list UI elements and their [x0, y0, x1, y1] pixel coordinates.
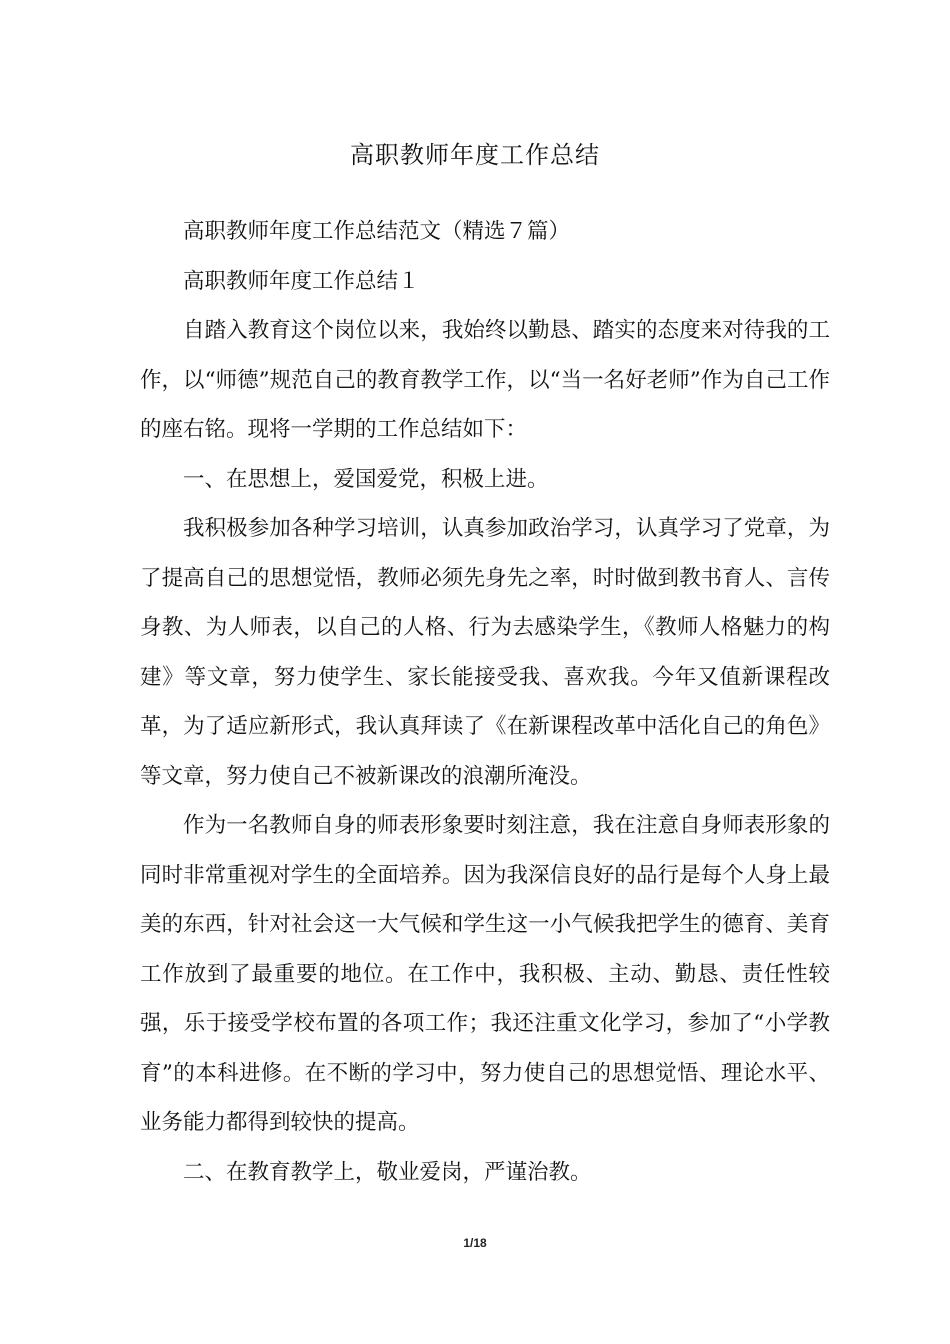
- paragraph-subtitle: 高职教师年度工作总结范文（精选７篇）: [183, 219, 571, 244]
- document-body: [140, 207, 830, 1197]
- page-number: 1/18: [463, 1236, 487, 1250]
- paragraph-body-one: 我积极参加各种学习培训，认真参加政治学习，认真学习了党章，为了提高自己的思想觉悟，教师必须先身先之率，时时做到教书育人、言传身教、为人师表，以自己的人格、行为去感染学生，《教师人格魅力的构建》等文章，努力使学生、家长能接受我、喜欢我。今年又值新课程改革，为了适应新形式，我认真拜读了《在新课程改革中活化自己的角色》等文章，努力使自己不被新课改的浪潮所淹没。: [140, 516, 830, 789]
- paragraph-heading-one: 一、在思想上，爱国爱党，积极上进。: [183, 466, 549, 492]
- paragraph-intro: 自踏入教育这个岗位以来，我始终以勤恳、踏实的态度来对待我的工作，以“师德”规范自己的教育教学工作，以“当一名好老师”作为自己工作的座右铭。现将一学期的工作总结如下：: [140, 318, 830, 442]
- paragraph-body-two: 作为一名教师自身的师表形象要时刻注意，我在注意自身师表形象的同时非常重视对学生的全面培养。因为我深信良好的品行是每个人身上最美的东西，针对社会这一大气候和学生这一小气候我把学生的德育、美育工作放到了最重要的地位。在工作中，我积极、主动、勤恳、责任性较强，乐于接受学校布置的各项工作；我还注重文化学习，参加了“小学教育”的本科进修。在不断的学习中，努力使自己的思想觉悟、理论水平、业务能力都得到较快的提高。: [140, 813, 830, 1135]
- paragraph-section-heading: 高职教师年度工作总结１: [183, 268, 420, 294]
- document-title: 高职教师年度工作总结: [350, 141, 600, 169]
- paragraph-heading-two: 二、在教育教学上，敬业爱岗，严谨治教。: [183, 1159, 592, 1185]
